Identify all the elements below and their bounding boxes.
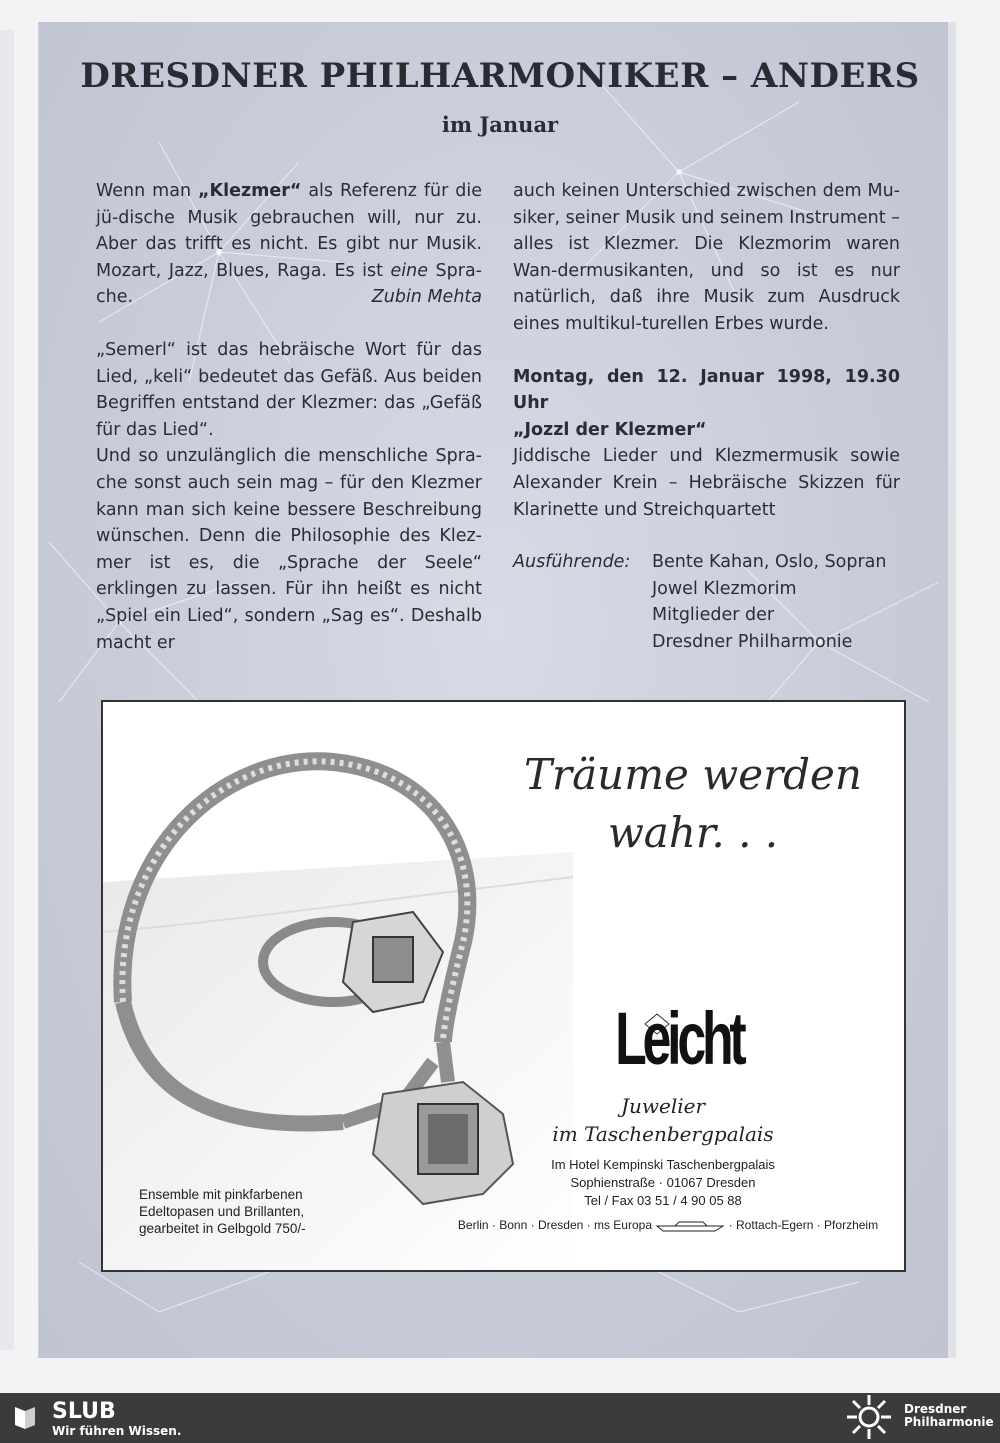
branches-left: Berlin · Bonn · Dresden · ms Europa — [457, 1218, 652, 1232]
performer-item: Mitglieder der — [652, 605, 775, 626]
philharmonie-name[interactable] — [904, 1403, 994, 1429]
event-title — [513, 417, 900, 444]
slub-logo-icon — [12, 1405, 38, 1431]
ad-slogan — [503, 746, 883, 862]
page-title: DRESDNER PHILHARMONIKER – ANDERS — [80, 56, 920, 96]
left-column — [96, 178, 482, 656]
performers-label: Ausführende: — [513, 552, 631, 573]
quote-text-mid: als Referenz für die jü-dische Musik gebrauchen will, nur zu. Aber das trifft es nicht. Es gibt nur Musik. Mozart, Jazz, Blues, Raga. Es ist — [96, 181, 483, 281]
page-edge-right — [948, 22, 956, 1358]
slub-tagline: Wir führen Wissen. — [52, 1424, 182, 1438]
ship-icon — [655, 1220, 725, 1232]
slogan-line: wahr. . . — [607, 808, 779, 857]
paragraph-philosophy: Und so unzulänglich die menschliche Spra-che sonst auch sein mag – für den Klezmer kann man sich keine bessere Beschreibung wünschen. Denn die Philosophie des Klez-mer ist es, die „Sprache der Seele“ erklingen zu lassen. Für ihn heißt es nicht „Spiel ein Lied“, sondern „Sag es“. Deshalb macht er — [96, 446, 482, 653]
quote-keyword: „Klezmer“ — [198, 181, 302, 201]
quote-emphasis: eine — [390, 260, 429, 281]
event-title-text: „Jozzl der Klezmer“ — [513, 419, 707, 440]
performers-list — [652, 549, 887, 655]
footer-bar — [0, 1393, 1000, 1443]
performer-item: Bente Kahan, Oslo, Sopran — [652, 552, 887, 573]
caption-line: Edeltopasen und Brillanten, — [139, 1204, 305, 1219]
address-line: Im Hotel Kempinski Taschenbergpalais — [551, 1157, 775, 1172]
ad-location-name: im Taschenbergpalais — [552, 1122, 774, 1146]
slub-name[interactable]: SLUB — [52, 1399, 116, 1424]
paragraph-semerl: „Semerl“ ist das hebräische Wort für das Lied, „keli“ bedeutet das Gefäß. Aus beiden Begriffen entstand der Klezmer: das „Gefäß für das Lied“. — [96, 339, 482, 440]
quote-text-pre: Wenn man — [96, 181, 199, 201]
address-line: Sophienstraße · 01067 Dresden — [570, 1175, 756, 1190]
paragraph-continuation: auch keinen Unterschied zwischen dem Mu-siker, seiner Musik und seinem Instrument – alles ist Klezmer. Die Klezmorim waren Wan-dermusikanten, und so ist es nur natürlich, daß ihre Musik zum Ausdruck eines multikul-turellen Erbes wurde. — [513, 181, 900, 334]
performers-block — [513, 549, 900, 659]
event-date-text: Montag, den 12. Januar 1998, 19.30 Uhr — [513, 366, 900, 414]
event-date — [513, 364, 900, 417]
philharmonie-line: Dresdner — [904, 1402, 967, 1416]
caption-line: Ensemble mit pinkfarbenen — [139, 1187, 303, 1202]
page-edge-left — [0, 30, 14, 1350]
ad-branches — [443, 1218, 893, 1232]
page-subtitle: im Januar — [441, 112, 559, 137]
ad-address — [503, 1156, 823, 1210]
quote-text-post: Spra-che. — [96, 260, 482, 308]
quote-author-name: Zubin Mehta — [371, 287, 482, 308]
performer-item: Dresdner Philharmonie — [652, 631, 853, 652]
leicht-logo: Leicht — [615, 997, 743, 1080]
branches-right: · Rottach-Egern · Pforzheim — [728, 1218, 879, 1232]
philharmonie-line: Philharmonie — [904, 1415, 994, 1429]
jewelry-advertisement — [101, 700, 906, 1272]
philharmonie-logo-icon — [845, 1393, 893, 1441]
quote-author — [96, 284, 482, 311]
ad-caption — [139, 1186, 379, 1237]
address-line: Tel / Fax 03 51 / 4 90 05 88 — [584, 1193, 742, 1208]
caption-line: gearbeitet in Gelbgold 750/- — [139, 1221, 306, 1236]
right-column — [513, 178, 900, 659]
performer-item: Jowel Klezmorim — [652, 578, 797, 599]
ad-juwelier: Juwelier — [620, 1094, 706, 1118]
event-description: Jiddische Lieder und Klezmermusik sowie Alexander Krein – Hebräische Skizzen für Klarinette und Streichquartett — [513, 446, 900, 520]
slogan-line: Träume werden — [524, 750, 862, 799]
